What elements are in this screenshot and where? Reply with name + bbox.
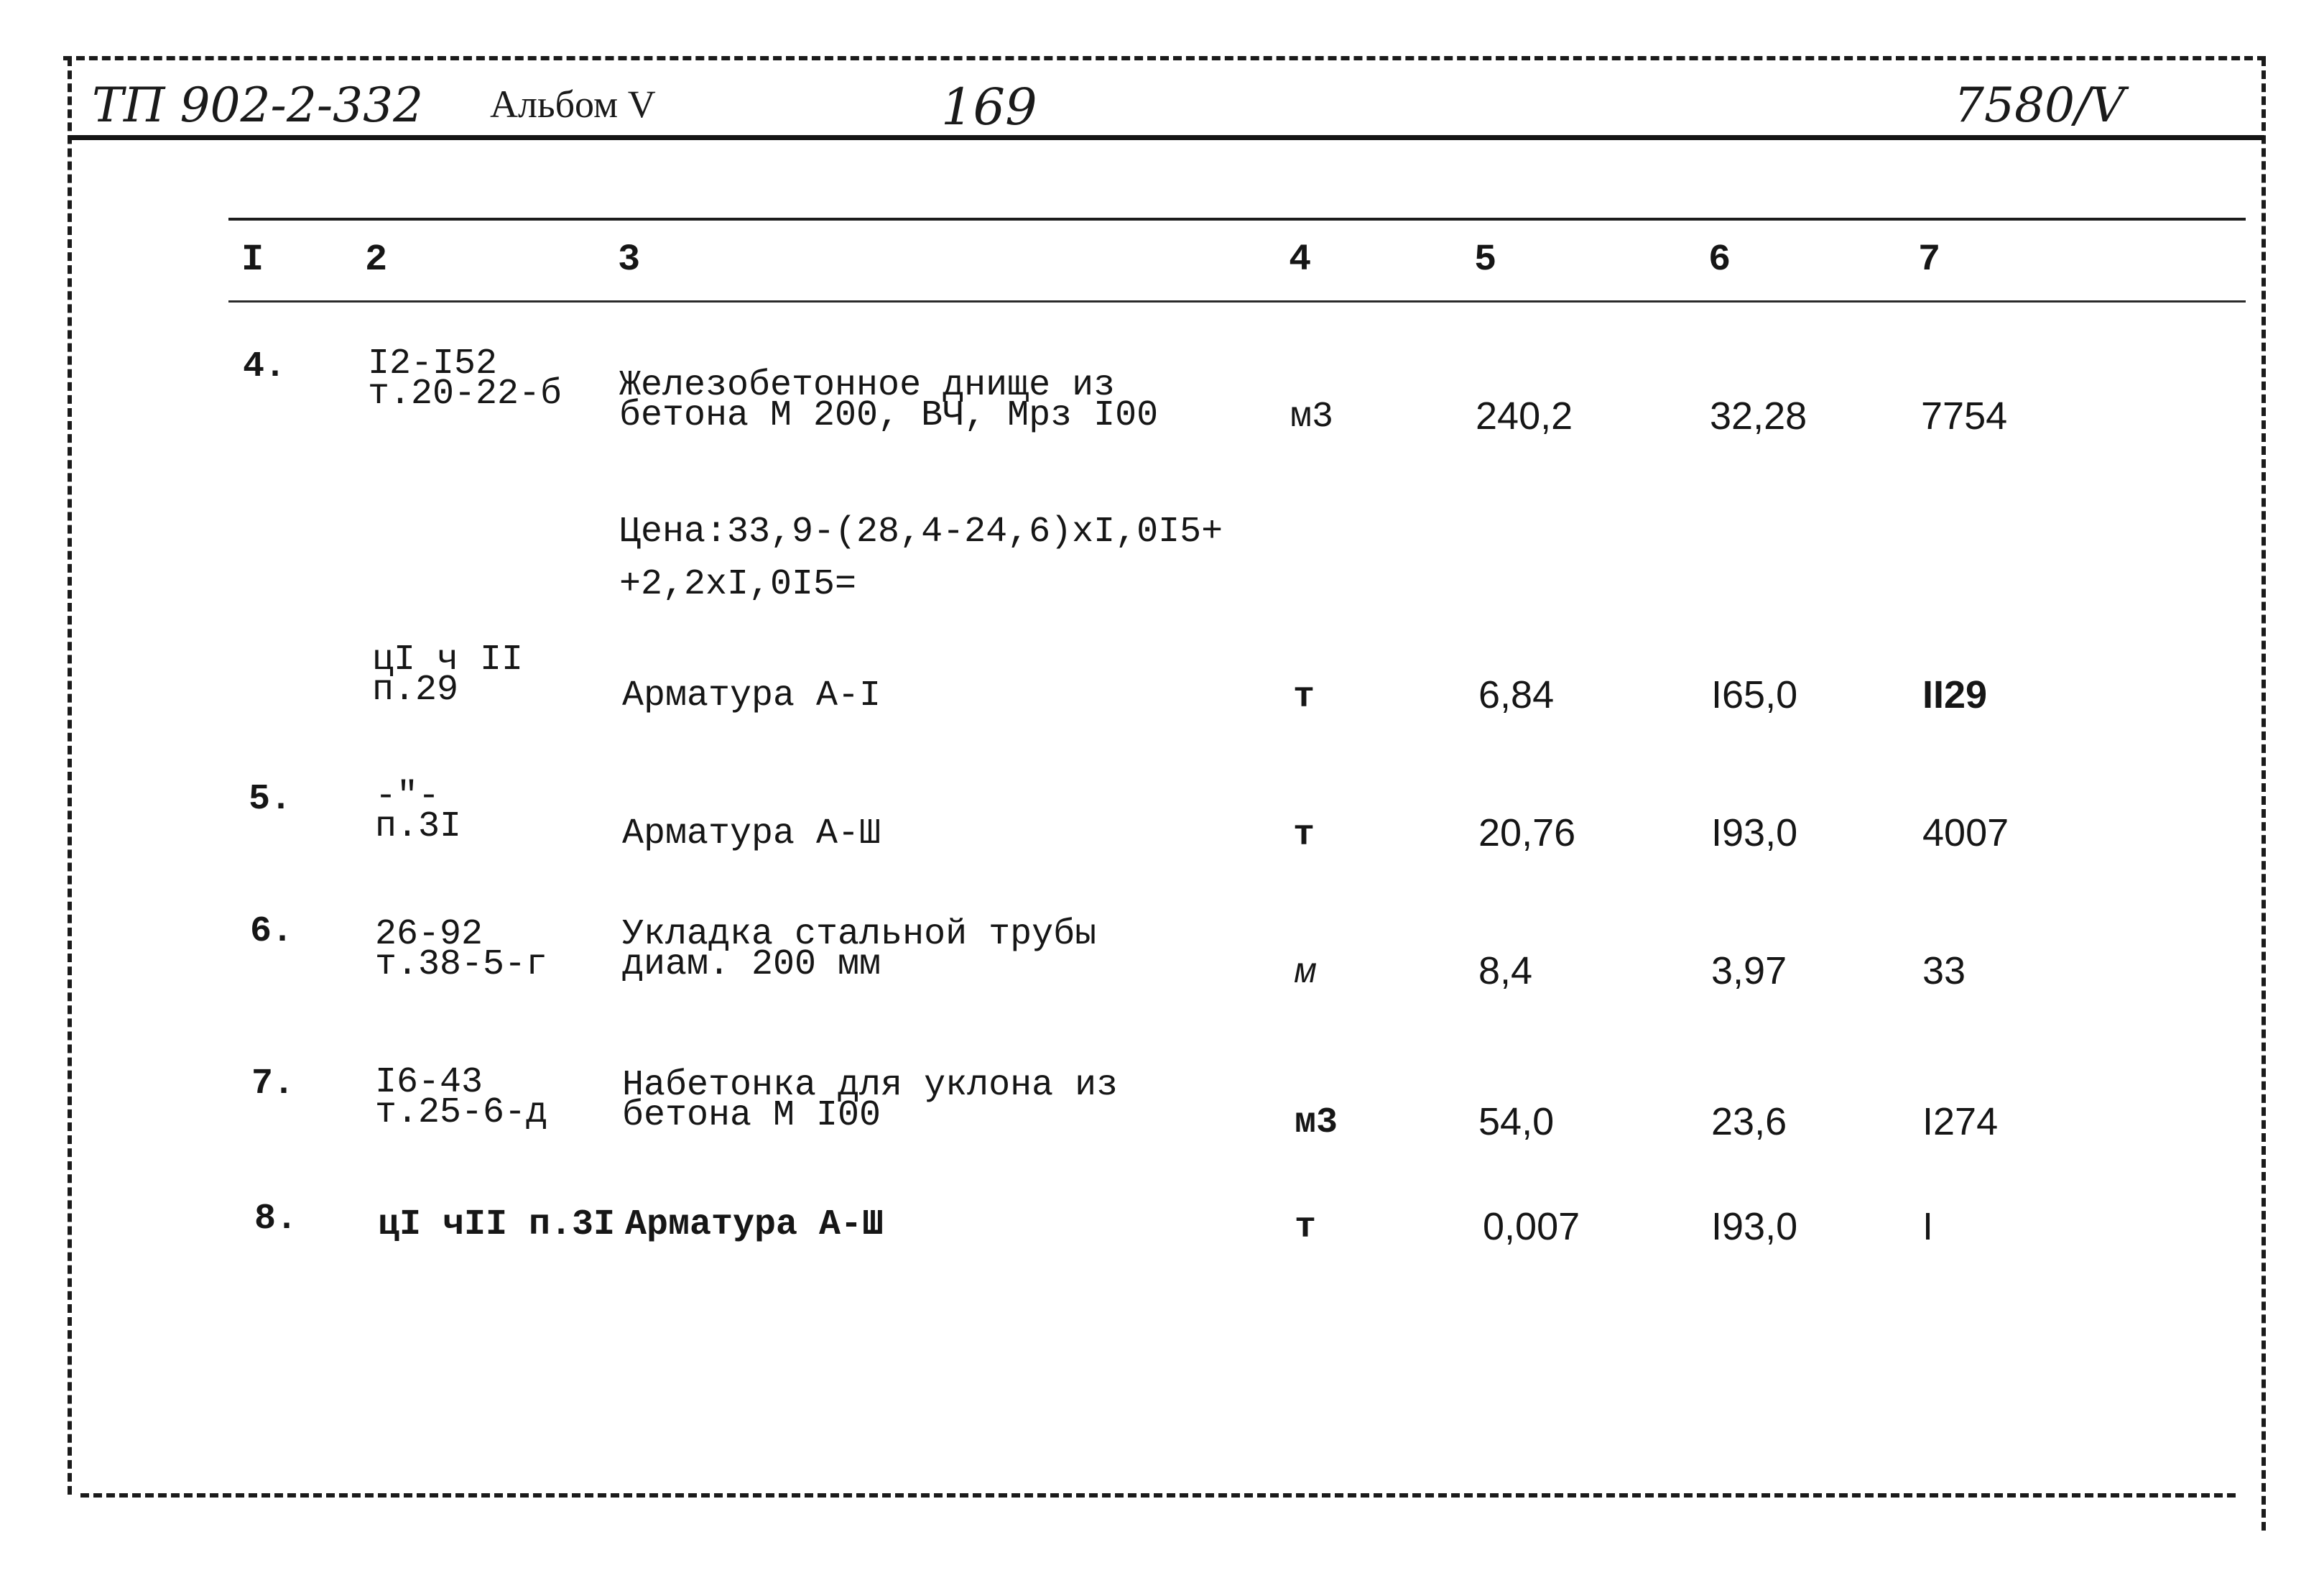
column-header-7: 7 xyxy=(1918,239,1941,281)
reference-line: п.3I xyxy=(375,806,462,847)
row-quantity: 8,4 xyxy=(1478,949,1533,992)
description-line: диам. 200 мм xyxy=(622,944,881,985)
row-number: 7. xyxy=(251,1063,295,1104)
frame-right-border xyxy=(2261,57,2266,1531)
row-total: I xyxy=(1922,1205,1934,1248)
row-reference xyxy=(375,914,548,985)
row-description: Арматура А-I xyxy=(622,675,881,716)
row-quantity: 240,2 xyxy=(1476,394,1573,438)
document-id: 7580/V xyxy=(1954,78,2125,133)
row-unit: т xyxy=(1293,815,1315,856)
row-unit-price: I65,0 xyxy=(1711,673,1798,716)
description-line: Железобетонное днище из xyxy=(619,365,1116,406)
column-header-3: 3 xyxy=(618,239,641,281)
row-description: Арматура А-Ш xyxy=(625,1204,884,1245)
description-line: бетона М 200, ВЧ, Мрз I00 xyxy=(619,395,1159,436)
row-unit: м3 xyxy=(1290,397,1334,438)
row-unit-price: I93,0 xyxy=(1711,1205,1798,1248)
formula-line: +2,2хI,0I5= xyxy=(619,564,857,605)
row-number: 5. xyxy=(249,779,292,820)
row-description: Арматура А-Ш xyxy=(622,813,881,854)
frame-top-border xyxy=(63,56,2266,60)
row-number: 6. xyxy=(250,911,294,952)
column-header-5: 5 xyxy=(1474,239,1497,281)
row-total: 4007 xyxy=(1922,811,2009,854)
row-unit-price: 3,97 xyxy=(1711,949,1787,992)
row-quantity: 54,0 xyxy=(1478,1100,1555,1143)
row-reference xyxy=(375,1062,548,1133)
row-unit: т xyxy=(1293,677,1315,718)
row-unit-price: I93,0 xyxy=(1711,811,1798,854)
row-quantity: 6,84 xyxy=(1478,673,1555,716)
reference-line: т.20-22-б xyxy=(368,374,563,415)
document-code: ТП 902-2-332 xyxy=(92,78,424,133)
column-header-6: 6 xyxy=(1708,239,1731,281)
reference-line: -"- xyxy=(375,776,440,817)
row-reference xyxy=(375,776,462,847)
row-unit: м xyxy=(1295,953,1317,994)
row-unit: т xyxy=(1295,1207,1317,1248)
row-quantity: 0,007 xyxy=(1483,1205,1580,1248)
description-line: Укладка стальной трубы xyxy=(622,914,1097,955)
reference-line: т.38-5-г xyxy=(375,944,548,985)
column-header-1: I xyxy=(241,239,264,281)
row-number: 8. xyxy=(254,1199,298,1240)
row-total: 7754 xyxy=(1921,394,2008,438)
price-formula xyxy=(619,506,1223,611)
description-line: Набетонка для уклона из xyxy=(622,1065,1119,1106)
row-number: 4. xyxy=(243,346,287,387)
frame-bottom-border xyxy=(80,1493,2236,1498)
table-top-rule xyxy=(228,218,2246,221)
reference-line: п.29 xyxy=(372,670,459,711)
header-rule xyxy=(68,135,2264,140)
row-unit-price: 23,6 xyxy=(1711,1100,1787,1143)
page-number: 169 xyxy=(941,78,1037,137)
row-reference xyxy=(372,640,524,711)
column-header-2: 2 xyxy=(365,239,388,281)
row-total: 33 xyxy=(1922,949,1966,992)
row-reference xyxy=(368,343,563,415)
row-description xyxy=(619,365,1159,436)
frame-left-border xyxy=(68,57,72,1495)
row-unit-price: 32,28 xyxy=(1710,394,1807,438)
description-line: бетона М I00 xyxy=(622,1095,881,1136)
row-description xyxy=(622,914,1097,985)
row-reference: цI чII п.3I xyxy=(378,1204,616,1245)
table-header-rule xyxy=(228,300,2246,303)
reference-line: цI ч II xyxy=(372,640,524,680)
reference-line: 26-92 xyxy=(375,914,483,955)
reference-line: I2-I52 xyxy=(368,343,498,384)
reference-line: т.25-6-д xyxy=(375,1092,548,1133)
row-total: I274 xyxy=(1922,1100,1999,1143)
column-header-4: 4 xyxy=(1289,239,1312,281)
row-description xyxy=(622,1065,1119,1136)
row-total: II29 xyxy=(1922,673,1988,716)
formula-line: Цена:33,9-(28,4-24,6)хI,0I5+ xyxy=(619,512,1223,553)
row-quantity: 20,76 xyxy=(1478,811,1576,854)
album-label: Альбом V xyxy=(490,83,656,126)
row-unit: м3 xyxy=(1295,1102,1338,1143)
reference-line: I6-43 xyxy=(375,1062,483,1103)
